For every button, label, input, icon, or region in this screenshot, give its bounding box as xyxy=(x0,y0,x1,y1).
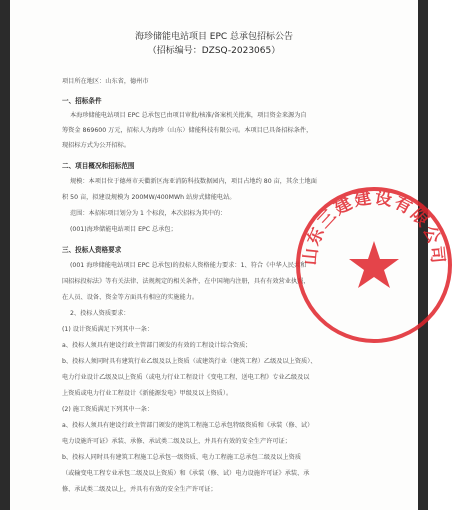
para-line: a、投标人须具有建设行政主管部门颁发的建筑工程施工总承包特级资质和《承装（修、试） xyxy=(62,422,314,429)
heading-2: 二、项目概况和招标范围 xyxy=(62,162,135,170)
para-line: b、投标人同时具有建筑工程施工总承包一级资质、电力工程施工总承包二级及以上资质 xyxy=(62,454,302,461)
para-line: a、投标人须具有建设行政主管部门颁发的有效的工程设计综合资质； xyxy=(62,342,252,349)
para-line: (1) 设计资质满足下列其中一条： xyxy=(62,326,154,333)
para-line: (001 海珍储能电站项目 EPC 总承包)的投标人资格能力要求：1、符合《中华人民共和 xyxy=(70,262,307,269)
para-line: (2) 施工资质满足下列其中一条： xyxy=(62,406,154,413)
seal-star-icon xyxy=(349,241,399,288)
left-dark-border xyxy=(0,0,10,510)
company-seal xyxy=(292,183,456,347)
para-line: b、投标人须同时具有建筑行业乙级及以上资质（或建筑行业（建筑工程）乙级及以上资质）、 xyxy=(62,358,317,365)
para-line: 规模：本项目位于德州市天衢新区海亚消防科技数据园内，项目占地约 80 亩，其余土地面 xyxy=(70,178,317,185)
para-line: 现招标方式为公开招标。 xyxy=(62,142,131,149)
seal-text: 山东三建建设有限公司 xyxy=(300,188,448,267)
para-line: 筹资金 869600 万元，招标人为海珍（山东）储能科技有限公司。本项目已具备招标条件， xyxy=(62,127,313,134)
heading-1: 一、招标条件 xyxy=(62,97,102,105)
region-line: 项目所在地区：山东省，德州市 xyxy=(62,78,149,85)
para-line: 国招标投标法》等有关法律、法规规定的相关条件，在中国境内注册，具有有效营业执照， xyxy=(62,278,310,285)
document-page xyxy=(10,0,448,510)
para-line: 电力设施许可证》承装、承修、承试类二级及以上，并具有有效的安全生产许可证； xyxy=(62,438,291,445)
para-line: 修、承试类二级及以上，并具有有效的安全生产许可证； xyxy=(62,486,217,493)
para-line: （或输变电工程专业承包二级及以上资质）和《承装（修、试）电力设施许可证》承装、承 xyxy=(62,470,310,477)
para-line: 本海珍储能电站项目 EPC 总承包已由项目审批/核准/备案机关批准，项目资金来源为自 xyxy=(70,112,307,119)
para-line: 2、投标人资质要求： xyxy=(70,310,130,317)
para-line: (001)海珍储能电站项目 EPC 总承包； xyxy=(70,226,177,233)
para-line: 积 50 亩，拟建设规模为 200MW/400MWh 站房式储能电站。 xyxy=(62,194,236,201)
para-line: 范围：本招标项目划分为 1 个标段，本次招标为其中的： xyxy=(70,210,227,217)
para-line: 电力行业设计乙级及以上资质（或电力行业工程设计《变电工程、送电工程》专业乙级及以 xyxy=(62,374,310,381)
document-title: 海珍储能电站项目 EPC 总承包招标公告 xyxy=(134,32,294,42)
heading-3: 三、投标人资格要求 xyxy=(62,246,122,254)
tender-number: （招标编号：DZSQ-2023065） xyxy=(147,46,281,56)
para-line: 上资质或电力行业工程设计《新能源发电》甲级及以上资质）。 xyxy=(62,390,233,397)
para-line: 在人员、设备、资金等方面具有相应的实施能力。 xyxy=(62,294,199,301)
